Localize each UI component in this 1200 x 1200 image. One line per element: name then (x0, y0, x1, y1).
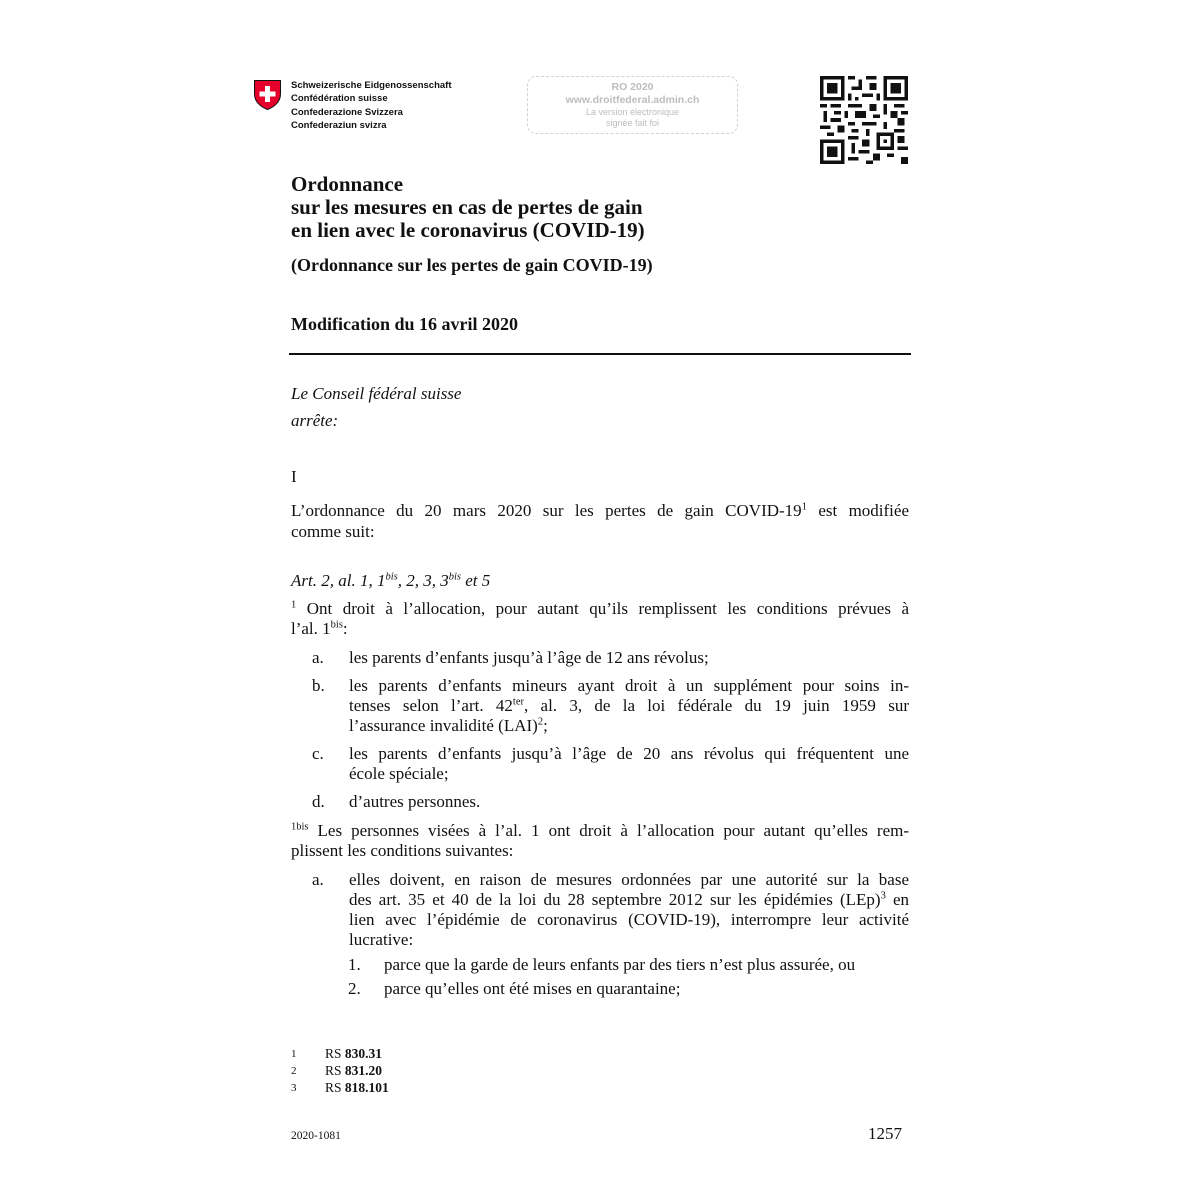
stamp-line: www.droitfederal.admin.ch (565, 94, 700, 106)
confederation-name (291, 79, 452, 132)
list-item-sup: 2 (537, 716, 544, 728)
footnote-ref: 1 (801, 501, 807, 513)
article-heading-part: Art. 2, al. 1, 1 (291, 571, 386, 590)
paragraph-text: l’al. 1 (291, 619, 331, 638)
article-heading-sup: bis (385, 571, 398, 583)
list-item-label: b. (312, 676, 325, 695)
document-id: 2020-1081 (291, 1130, 341, 1142)
article-heading-sup: bis (448, 571, 461, 583)
footnote-prefix: RS (325, 1080, 345, 1095)
sublist-item-label: 2. (348, 979, 361, 998)
list-item-text-part: ; (543, 716, 548, 735)
list-item-label: a. (312, 648, 324, 667)
title-line: en lien avec le coronavirus (COVID-19) (291, 218, 645, 242)
list-item-text-part: , al. 3, de la loi fédérale du 19 juin 1959 sur (523, 696, 910, 715)
article-heading-part: , 2, 3, 3 (397, 571, 449, 590)
confederation-line: Schweizerische Eidgenossenschaft (291, 80, 452, 91)
footnote (291, 1080, 389, 1096)
swiss-cross-shield-icon (254, 80, 281, 110)
stamp-line: RO 2020 (611, 81, 654, 93)
list-item-text: les parents d’enfants jusqu’à l’âge de 20 ans révolus qui fréquentent une (349, 744, 909, 763)
intro-line (291, 501, 909, 521)
paragraph-text: Ont droit à l’allocation, pour autant qu’ils remplissent les conditions prévues à (296, 599, 909, 618)
title-line: Ordonnance (291, 172, 404, 196)
list-item-text-part: en (885, 890, 910, 909)
article-heading-part: et 5 (460, 571, 491, 590)
stamp-line: signée fait foi (605, 118, 660, 128)
footnote-ref: 831.20 (344, 1063, 383, 1078)
list-item-text (349, 890, 909, 910)
footnote-ref: 818.101 (344, 1080, 389, 1095)
article-heading (291, 571, 490, 591)
title-line: sur les mesures en cas de pertes de gain (291, 195, 643, 219)
paragraph-line (291, 821, 909, 841)
confederation-line: Confederaziun svizra (291, 119, 387, 131)
list-item-text: lucrative: (349, 930, 414, 949)
list-item-text (349, 696, 909, 716)
paragraph-number: 1bis (291, 821, 309, 833)
document-subtitle: (Ordonnance sur les pertes de gain COVID-19) (291, 255, 653, 275)
footnote-number: 3 (291, 1082, 297, 1094)
electronic-signature-stamp (527, 76, 738, 134)
list-item-text (349, 716, 548, 736)
paragraph-text: : (342, 619, 348, 638)
list-item-text: les parents d’enfants mineurs ayant droit à un supplément pour soins in- (349, 676, 909, 695)
list-item-text-part: tenses selon l’art. 42 (349, 696, 513, 715)
sublist-item-label: 1. (348, 955, 361, 974)
preamble-line: Le Conseil fédéral suisse (291, 384, 462, 403)
list-item-text-part: des art. 35 et 40 de la loi du 28 septembre 2012 sur les épidémies (LEp) (349, 890, 881, 909)
paragraph-sup: bis (330, 619, 343, 631)
paragraph-line (291, 599, 909, 619)
intro-line: comme suit: (291, 522, 375, 541)
paragraph-line: plissent les conditions suivantes: (291, 841, 514, 860)
footnote (291, 1063, 382, 1079)
confederation-line: Confederazione Svizzera (291, 106, 403, 118)
paragraph-line (291, 619, 348, 639)
preamble-line: arrête: (291, 411, 339, 430)
modification-date: Modification du 16 avril 2020 (291, 314, 519, 334)
footnote-prefix: RS (325, 1063, 345, 1078)
paragraph-text: Les personnes visées à l’al. 1 ont droit à l’allocation pour autant qu’elles rem- (308, 821, 909, 840)
footnote-number: 2 (291, 1065, 297, 1077)
stamp-line: La version électronique (585, 107, 680, 117)
section-number: I (291, 467, 297, 486)
document-title (291, 173, 645, 242)
list-item-text: école spéciale; (349, 764, 449, 783)
footnote (291, 1046, 382, 1062)
list-item-label: a. (312, 870, 324, 889)
list-item-sup: ter (512, 696, 524, 708)
intro-text: est modifiée (806, 501, 910, 520)
sublist-item-text: parce que la garde de leurs enfants par des tiers n’est plus assurée, ou (384, 955, 856, 974)
list-item-text-part: l’assurance invalidité (LAI) (349, 716, 538, 735)
qr-code-icon (820, 76, 908, 164)
footnote-prefix: RS (325, 1046, 345, 1061)
list-item-sup: 3 (880, 890, 886, 902)
footnote-number: 1 (291, 1048, 297, 1060)
intro-text: L’ordonnance du 20 mars 2020 sur les pertes de gain COVID-19 (291, 501, 802, 520)
paragraph-number: 1 (291, 599, 297, 611)
divider-rule (289, 353, 911, 355)
list-item-text: elles doivent, en raison de mesures ordonnées par une autorité sur la base (349, 870, 909, 889)
footnote-ref: 830.31 (344, 1046, 383, 1061)
sublist-item-text: parce qu’elles ont été mises en quarantaine; (384, 979, 681, 998)
list-item-label: c. (312, 744, 324, 763)
list-item-text: d’autres personnes. (349, 792, 481, 811)
page-number: 1257 (868, 1124, 902, 1143)
confederation-line: Confédération suisse (291, 93, 388, 105)
list-item-text: les parents d’enfants jusqu’à l’âge de 12 ans révolus; (349, 648, 709, 667)
list-item-label: d. (312, 792, 325, 811)
list-item-text: lien avec l’épidémie de coronavirus (COVID-19), interrompre leur activité (349, 910, 909, 929)
